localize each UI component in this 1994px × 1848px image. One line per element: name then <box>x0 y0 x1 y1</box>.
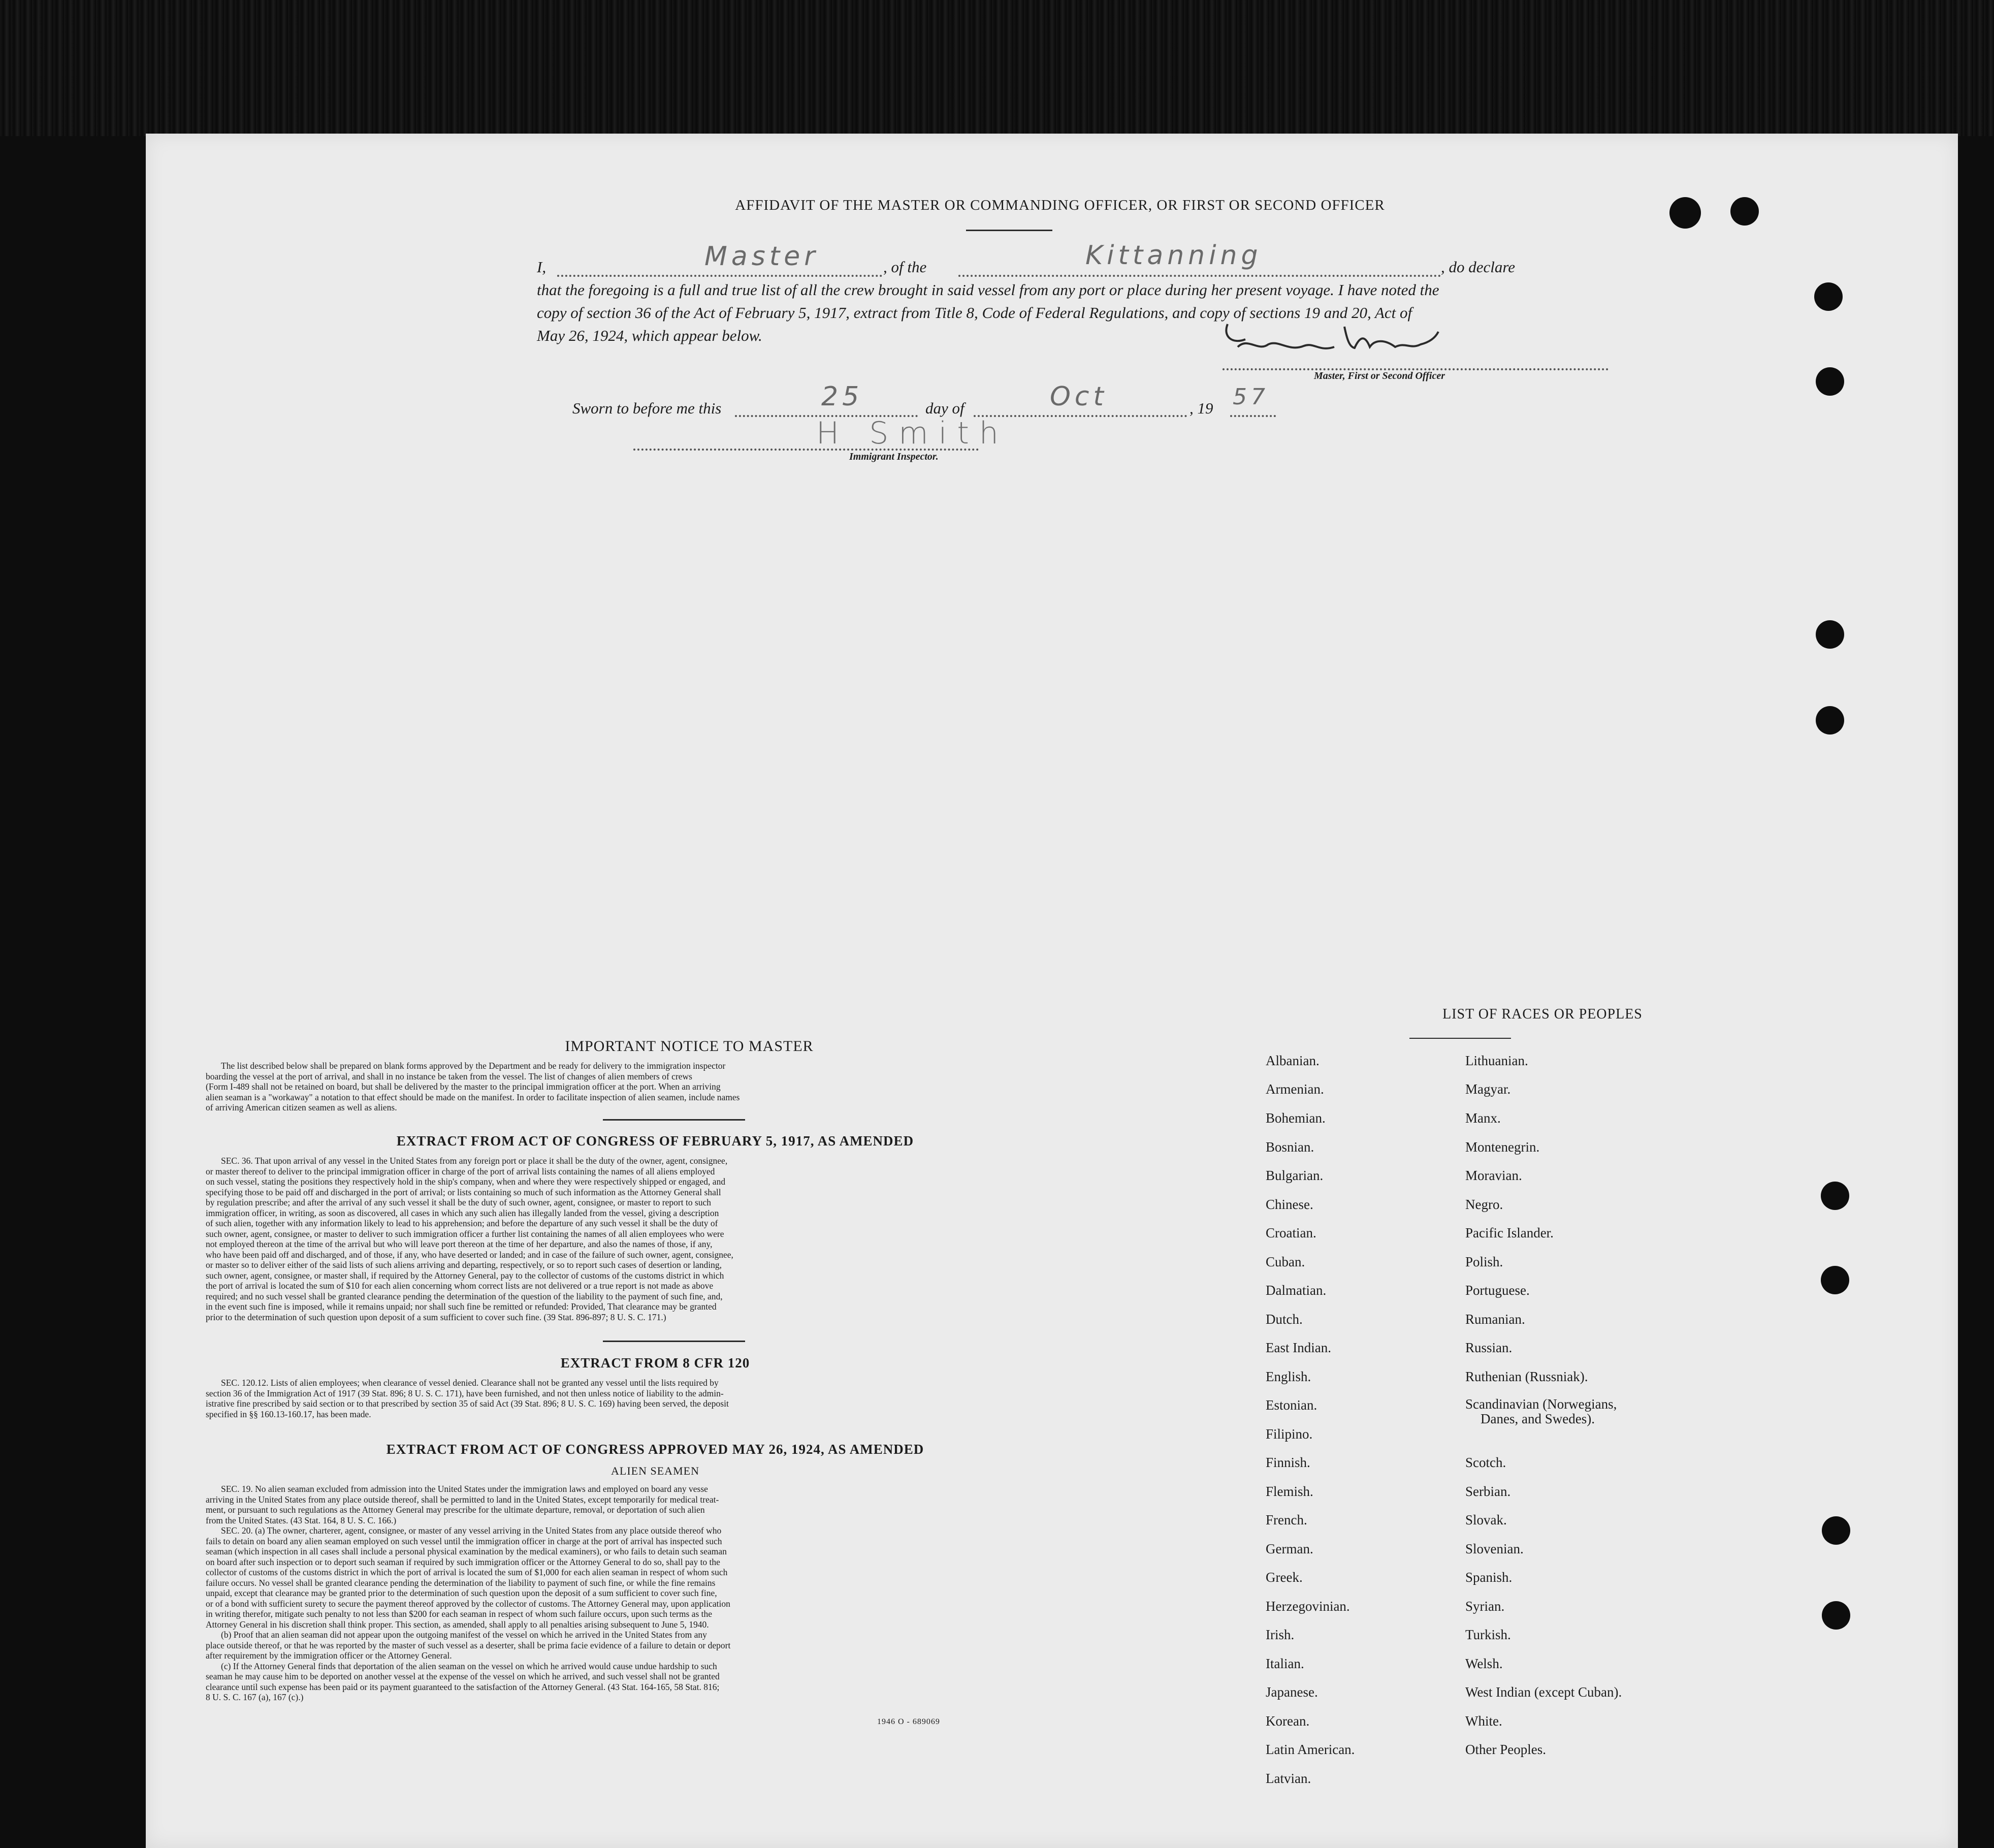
race-item: Bohemian. <box>1266 1110 1326 1126</box>
extract-line: or of a bond with sufficient surety to secure the payment thereof approved by the collector of customs. The Attorney General may, upon application <box>206 1598 730 1609</box>
race-item: French. <box>1266 1512 1307 1527</box>
sworn-prefix: Sworn to before me this <box>572 399 722 417</box>
extract-line: failure occurs. No vessel shall be granted clearance pending the determination of the liability to payment of such fine, or while the fine remains <box>206 1577 716 1588</box>
film-border <box>0 0 1994 136</box>
race-item: Ruthenian (Russniak). <box>1465 1369 1588 1384</box>
race-item: Armenian. <box>1266 1081 1324 1097</box>
notice-body <box>206 1061 1105 1113</box>
binder-hole <box>1816 706 1844 735</box>
extract-line: 8 U. S. C. 167 (a), 167 (c).) <box>206 1692 304 1702</box>
declaration-line-3: copy of section 36 of the Act of February 5, 1917, extract from Title 8, Code of Federal Regulations, and copy of sections 19 and 20, Act of <box>537 304 1412 322</box>
extract-line: specifying those to be paid off and discharged in the port of arrival; or lists containing so much of such information as the Attorney General shall <box>206 1187 721 1197</box>
race-item: Japanese. <box>1266 1684 1318 1700</box>
race-item: Spanish. <box>1465 1570 1513 1585</box>
race-item: Finnish. <box>1266 1455 1310 1470</box>
race-item: Montenegrin. <box>1465 1139 1540 1155</box>
extract-line: from the United States. (43 Stat. 164, 8 U. S. C. 166.) <box>206 1515 397 1525</box>
race-item: Korean. <box>1266 1713 1310 1729</box>
binder-hole <box>1821 1266 1849 1294</box>
declaration-line-1 <box>537 240 1644 281</box>
dotted-line <box>557 275 882 277</box>
extract-line: istrative fine prescribed by said section or to that prescribed by section 35 of said Act (39 Stat. 896; 8 U. S. C. 169) having been served, the deposit <box>206 1398 729 1409</box>
extract-line: prior to the determination of such question upon deposit of a sum sufficient to cover such fine. (39 Stat. 896-897; 8 U. S. C. 171.) <box>206 1312 666 1322</box>
sworn-day-of: day of <box>925 399 964 417</box>
race-item: German. <box>1266 1541 1313 1556</box>
extract-line: seaman he may cause him to be deported on another vessel at the expense of the vessel on which he arrived, and such vessel shall not be granted <box>206 1671 720 1681</box>
race-item: Herzegovinian. <box>1266 1599 1350 1614</box>
race-item: Turkish. <box>1465 1627 1511 1642</box>
race-item: Scotch. <box>1465 1455 1506 1470</box>
extract-1924-body <box>206 1484 1105 1703</box>
extract-line: section 36 of the Immigration Act of 1917 (39 Stat. 896; 8 U. S. C. 171), have been furnished, and not then unless notice of liability to the admin- <box>206 1388 724 1398</box>
race-item: Scandinavian (Norwegians, <box>1465 1396 1617 1412</box>
race-item: Moravian. <box>1465 1168 1522 1183</box>
extract-line: clearance until such expense has been paid or its payment guaranteed to the satisfaction of the Attorney General. (43 Stat. 164-165, 58 Stat. 816; <box>206 1681 720 1692</box>
decl-do-declare: , do declare <box>1441 258 1516 276</box>
extract-line: after requirement by the immigration officer or the Attorney General. <box>206 1650 452 1661</box>
extract-line: place outside thereof, or that he was reported by the master of such vessel as a deserter, shall be prima facie evidence of a failure to detain or deport <box>206 1640 731 1650</box>
extract-line: on board after such inspection or to deport such seaman if required by such immigration officer or the Attorney General to do so, shall pay to the <box>206 1556 720 1567</box>
race-item: Rumanian. <box>1465 1312 1525 1327</box>
decl-i: I, <box>537 258 546 276</box>
extract-line: who have been paid off and discharged, and of those, if any, who have deserted or landed; and in case of the failure of such owner, agent, consignee, <box>206 1249 733 1260</box>
extract-line: fails to detain on board any alien seaman employed on such vessel until the immigration officer in charge at the port of arrival has inspected such <box>206 1536 722 1546</box>
dotted-line <box>633 449 979 451</box>
sworn-year-handwritten: 57 <box>1233 384 1269 410</box>
extract-1924-subtitle: ALIEN SEAMEN <box>611 1464 699 1477</box>
extract-line: in the event such fine is imposed, while it remains unpaid; nor shall such fine be remitted or refunded: Provided, That clearance may be granted <box>206 1301 717 1312</box>
extract-1924-title: EXTRACT FROM ACT OF CONGRESS APPROVED MAY 26, 1924, AS AMENDED <box>386 1442 924 1457</box>
extract-1917-body <box>206 1156 1105 1322</box>
notice-title: IMPORTANT NOTICE TO MASTER <box>565 1038 814 1055</box>
race-item: Danes, and Swedes). <box>1481 1411 1595 1426</box>
binder-hole <box>1822 1516 1850 1545</box>
race-item: English. <box>1266 1369 1311 1384</box>
extract-line: seaman (which inspection in all cases shall include a personal physical examination by the medical examiners), or who fails to detain such seaman <box>206 1546 727 1556</box>
divider <box>966 230 1052 231</box>
races-title: LIST OF RACES OR PEOPLES <box>1442 1006 1643 1022</box>
extract-1917-title: EXTRACT FROM ACT OF CONGRESS OF FEBRUARY 5, 1917, AS AMENDED <box>396 1133 914 1149</box>
race-item: Filipino. <box>1266 1426 1313 1442</box>
race-item: Portuguese. <box>1465 1283 1530 1298</box>
inspector-signature: H Smith <box>816 416 1009 451</box>
notice-line: alien seaman is a "workaway" a notation to that effect should be made on the manifest. In order to facilitate inspection of alien seamen, include names <box>206 1092 740 1102</box>
race-item: Manx. <box>1465 1110 1501 1126</box>
race-item: Magyar. <box>1465 1081 1511 1097</box>
extract-line: SEC. 36. That upon arrival of any vessel in the United States from any foreign port or place it shall be the duty of the owner, agent, consignee, <box>221 1156 728 1166</box>
extract-line: unpaid, except that clearance may be granted prior to the determination of such question upon the deposit of a sum sufficient to cover such fine, <box>206 1588 717 1598</box>
extract-line: SEC. 19. No alien seaman excluded from admission into the United States under the immigration laws and employed on board any vesse <box>221 1484 708 1494</box>
notice-line: (Form I-489 shall not be retained on board, but shall be delivered by the master to the principal immigration officer at the port. When an arriving <box>206 1081 721 1092</box>
race-item: Polish. <box>1465 1254 1503 1269</box>
vessel-name-handwritten: Kittanning <box>1085 240 1262 271</box>
race-item: Syrian. <box>1465 1599 1505 1614</box>
notice-line: The list described below shall be prepared on blank forms approved by the Department and be ready for delivery to the immigration inspector <box>221 1061 726 1071</box>
race-item: Irish. <box>1266 1627 1295 1642</box>
extract-line: ment, or pursuant to such regulations as the Attorney General may prescribe for the ultimate departure, removal, or deportation of such alien <box>206 1505 705 1515</box>
sworn-month-handwritten: Oct <box>1050 381 1108 412</box>
extract-line: of such alien, together with any information likely to lead to his apprehension; and before the departure of any such vessel it shall be the duty of <box>206 1218 718 1228</box>
race-item: West Indian (except Cuban). <box>1465 1684 1622 1700</box>
race-item: Bosnian. <box>1266 1139 1314 1155</box>
race-item: Pacific Islander. <box>1465 1225 1554 1240</box>
declaration-line-4: May 26, 1924, which appear below. <box>537 327 762 344</box>
race-item: Croatian. <box>1266 1225 1316 1240</box>
extract-cfr-title: EXTRACT FROM 8 CFR 120 <box>560 1355 750 1371</box>
extract-line: SEC. 20. (a) The owner, charterer, agent, consignee, or master of any vessel arriving in the United States from any place outside thereof who <box>221 1525 722 1536</box>
extract-line: the port of arrival is located the sum of $10 for each alien concerning whom correct lists are not delivered or a true report is not made as above <box>206 1281 714 1291</box>
race-item: Slovak. <box>1465 1512 1507 1527</box>
print-code: 1946 O - 689069 <box>877 1717 940 1726</box>
binder-hole <box>1822 1601 1850 1630</box>
race-item: Latin American. <box>1266 1742 1355 1757</box>
extract-line: (b) Proof that an alien seaman did not appear upon the outgoing manifest of the vessel on which he arrived in the United States from any <box>221 1630 707 1640</box>
race-item: Chinese. <box>1266 1197 1313 1212</box>
extract-line: collector of customs of the customs district in which the port of arrival is located the sum of $1,000 for each alien seaman in respect of whom such <box>206 1567 728 1577</box>
race-item: East Indian. <box>1266 1340 1331 1355</box>
binder-hole <box>1816 367 1844 396</box>
master-signature <box>1217 316 1502 372</box>
binder-hole <box>1814 282 1843 311</box>
race-item: Slovenian. <box>1465 1541 1524 1556</box>
race-item: Russian. <box>1465 1340 1513 1355</box>
sworn-year-prefix: , 19 <box>1189 399 1213 417</box>
divider <box>1409 1038 1511 1039</box>
signature-caption: Master, First or Second Officer <box>1314 370 1445 381</box>
race-item: Dalmatian. <box>1266 1283 1327 1298</box>
race-item: Other Peoples. <box>1465 1742 1546 1757</box>
race-item: Negro. <box>1465 1197 1503 1212</box>
extract-line: on such vessel, stating the positions they respectively hold in the ship's company, when and where they were respectively shipped or engaged, and <box>206 1176 726 1187</box>
race-item: Welsh. <box>1465 1656 1503 1671</box>
divider <box>603 1341 745 1342</box>
binder-hole <box>1821 1182 1849 1210</box>
binder-hole <box>1816 620 1844 649</box>
extract-line: required; and no such vessel shall be granted clearance pending the determination of the question of the liability to the payment of such fine, and, <box>206 1291 723 1301</box>
master-title-handwritten: Master <box>704 241 819 272</box>
race-item: Flemish. <box>1266 1484 1313 1499</box>
race-item: Albanian. <box>1266 1053 1320 1068</box>
dotted-line <box>958 275 1441 277</box>
race-item: Latvian. <box>1266 1771 1311 1786</box>
affidavit-heading: AFFIDAVIT OF THE MASTER OR COMMANDING OFFICER, OR FIRST OR SECOND OFFICER <box>735 197 1385 213</box>
extract-line: or master so to deliver either of the said lists of such aliens arriving and departing, respectively, or so to report such cases of desertion or landing, <box>206 1260 722 1270</box>
extract-line: such owner, agent, consignee, or master shall, if required by the Attorney General, pay to the collector of customs of the customs district in which <box>206 1270 724 1281</box>
race-item: Cuban. <box>1266 1254 1305 1269</box>
race-item: Estonian. <box>1266 1397 1317 1413</box>
extract-cfr-body <box>206 1378 1105 1419</box>
race-item: Bulgarian. <box>1266 1168 1324 1183</box>
decl-of-the: , of the <box>883 258 927 276</box>
extract-line: such owner, agent, consignee, or master to deliver to such immigration officer a further list containing the names of all alien employees who were <box>206 1228 724 1239</box>
race-item: Lithuanian. <box>1465 1053 1528 1068</box>
extract-line: SEC. 120.12. Lists of alien employees; when clearance of vessel denied. Clearance shall not be granted any vessel until the lists required by <box>221 1378 719 1388</box>
races-col-2 <box>1465 1053 1821 1774</box>
race-item: Dutch. <box>1266 1312 1303 1327</box>
extract-line: specified in §§ 160.13-160.17, has been made. <box>206 1409 371 1419</box>
extract-line: in writing therefor, mitigate such penalty to not less than $200 for each seaman in respect of whom such failure occurs, upon such terms as the <box>206 1609 713 1619</box>
extract-line: not employed thereon at the time of the arrival but who will leave port thereon at the time of her departure, and also the names of those, if any, <box>206 1239 713 1249</box>
dotted-line <box>1230 415 1276 417</box>
declaration-line-2: that the foregoing is a full and true list of all the crew brought in said vessel from any port or place during her present voyage. I have noted the <box>537 281 1439 299</box>
notice-line: boarding the vessel at the port of arrival, and shall in no instance be taken from the vessel. The list of changes of alien members of crews <box>206 1071 692 1081</box>
extract-line: (c) If the Attorney General finds that deportation of the alien seaman on the vessel on which he arrived would cause undue hardship to such <box>221 1661 717 1671</box>
notice-line: of arriving American citizen seamen as well as aliens. <box>206 1102 397 1112</box>
binder-hole <box>1730 197 1759 226</box>
divider <box>603 1119 745 1121</box>
extract-line: or master thereof to deliver to the principal immigration officer in charge of the port of arrival lists containing the names of all aliens employed <box>206 1166 715 1176</box>
race-item: White. <box>1465 1713 1502 1729</box>
extract-line: by regulation prescribe; and after the arrival of any such vessel it shall be the duty of such owner, agent, consignee, or master to report to such <box>206 1197 712 1207</box>
inspector-caption: Immigrant Inspector. <box>849 451 939 462</box>
race-item: Greek. <box>1266 1570 1303 1585</box>
sworn-day-handwritten: 25 <box>821 381 863 412</box>
binder-hole <box>1669 197 1701 229</box>
race-item: Serbian. <box>1465 1484 1511 1499</box>
extract-line: arriving in the United States from any place outside thereof, shall be permitted to land in the United States, except temporarily for medical treat- <box>206 1494 719 1505</box>
extract-line: immigration officer, in writing, as soon as discovered, all cases in which any such alien has illegally landed from the vessel, giving a description <box>206 1207 719 1218</box>
document-sheet <box>146 134 1958 1848</box>
extract-line: Attorney General in his discretion shall think proper. This section, as amended, shall apply to all penalties arising subsequent to June 5, 1940. <box>206 1619 709 1630</box>
race-item: Italian. <box>1266 1656 1304 1671</box>
